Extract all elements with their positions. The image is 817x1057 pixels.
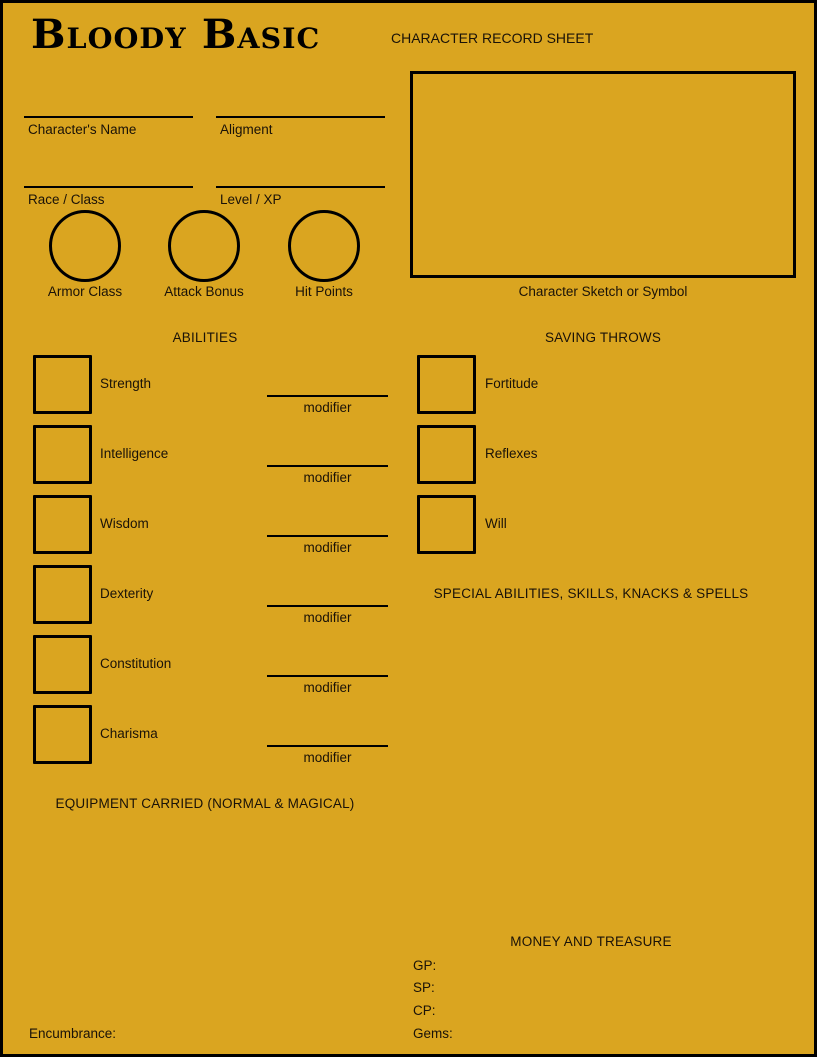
constitution-label: Constitution [100,656,172,671]
armor-class-label: Armor Class [47,284,123,299]
will-box[interactable] [417,495,476,554]
special-abilities-area[interactable] [410,608,796,928]
cp-label: CP: [413,1003,436,1018]
armor-class-circle[interactable] [49,210,121,282]
intelligence-modifier-field[interactable] [267,465,388,467]
alignment-field[interactable] [216,116,385,118]
equipment-area[interactable] [24,818,386,1018]
strength-modifier-label: modifier [303,400,352,415]
charisma-label: Charisma [100,726,158,741]
character-name-label: Character's Name [28,122,137,137]
abilities-title: ABILITIES [172,330,238,345]
sheet-subtitle: CHARACTER RECORD SHEET [391,30,594,46]
attack-bonus-label: Attack Bonus [164,284,244,299]
charisma-score-box[interactable] [33,705,92,764]
reflexes-label: Reflexes [485,446,538,461]
character-name-field[interactable] [24,116,193,118]
intelligence-score-box[interactable] [33,425,92,484]
constitution-score-box[interactable] [33,635,92,694]
strength-score-box[interactable] [33,355,92,414]
hit-points-circle[interactable] [288,210,360,282]
race-class-label: Race / Class [28,192,105,207]
intelligence-label: Intelligence [100,446,169,461]
alignment-label: Aligment [220,122,273,137]
level-xp-field[interactable] [216,186,385,188]
intelligence-modifier-label: modifier [303,470,352,485]
saving-throws-title: SAVING THROWS [544,330,662,345]
gems-label: Gems: [413,1026,453,1041]
special-abilities-title: SPECIAL ABILITIES, SKILLS, KNACKS & SPELLS [433,586,749,601]
character-sketch-label: Character Sketch or Symbol [518,284,688,299]
race-class-field[interactable] [24,186,193,188]
dexterity-score-box[interactable] [33,565,92,624]
level-xp-label: Level / XP [220,192,282,207]
sp-label: SP: [413,980,435,995]
will-label: Will [485,516,507,531]
attack-bonus-circle[interactable] [168,210,240,282]
logo-title: Bloody Basic [31,11,321,58]
character-sketch-box[interactable] [410,71,796,278]
money-treasure-title: MONEY AND TREASURE [510,934,672,949]
charisma-modifier-field[interactable] [267,745,388,747]
reflexes-box[interactable] [417,425,476,484]
wisdom-modifier-field[interactable] [267,535,388,537]
constitution-modifier-field[interactable] [267,675,388,677]
fortitude-box[interactable] [417,355,476,414]
equipment-title: EQUIPMENT CARRIED (NORMAL & MAGICAL) [55,796,355,811]
dexterity-modifier-label: modifier [303,610,352,625]
wisdom-label: Wisdom [100,516,149,531]
dexterity-label: Dexterity [100,586,154,601]
strength-label: Strength [100,376,152,391]
constitution-modifier-label: modifier [303,680,352,695]
charisma-modifier-label: modifier [303,750,352,765]
dexterity-modifier-field[interactable] [267,605,388,607]
encumbrance-label: Encumbrance: [29,1026,117,1041]
gp-label: GP: [413,958,437,973]
wisdom-modifier-label: modifier [303,540,352,555]
strength-modifier-field[interactable] [267,395,388,397]
hit-points-label: Hit Points [295,284,353,299]
fortitude-label: Fortitude [485,376,539,391]
wisdom-score-box[interactable] [33,495,92,554]
